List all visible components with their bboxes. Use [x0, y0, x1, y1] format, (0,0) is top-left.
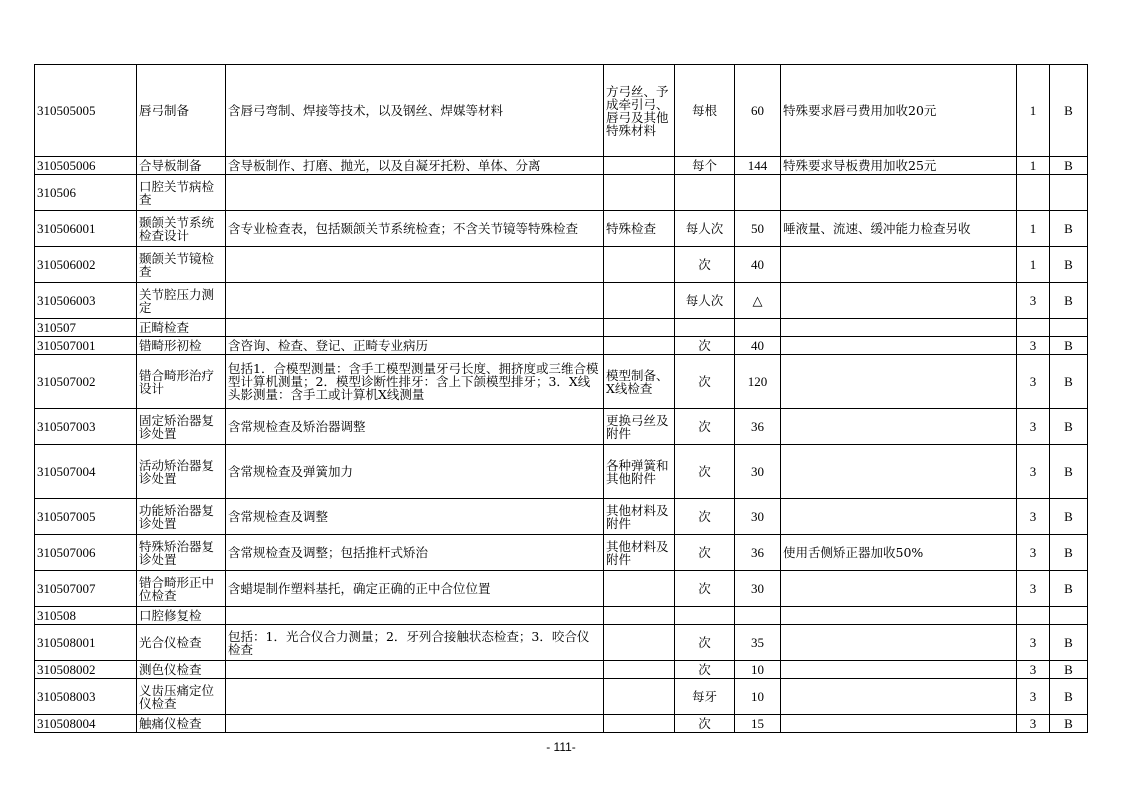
excluded-items-cell — [604, 319, 675, 337]
class-cell: B — [1050, 283, 1088, 319]
price-table-sheet — [34, 64, 1087, 733]
item-content-cell — [226, 247, 604, 283]
table-row — [35, 679, 1088, 715]
item-name-cell: 固定矫治器复诊处置 — [137, 409, 226, 445]
price-cell: 144 — [735, 157, 781, 175]
note-cell — [781, 409, 1017, 445]
class-cell: B — [1050, 247, 1088, 283]
excluded-items-cell — [604, 607, 675, 625]
item-code-cell: 310507002 — [35, 355, 137, 409]
item-code-cell: 310506002 — [35, 247, 137, 283]
item-content-cell: 含常规检查及调整；包括推杆式矫治 — [226, 535, 604, 571]
item-code-cell: 310508001 — [35, 625, 137, 661]
item-name-cell: 颞颌关节系统检查设计 — [137, 211, 226, 247]
item-name-cell: 特殊矫治器复诊处置 — [137, 535, 226, 571]
class-cell: B — [1050, 499, 1088, 535]
unit-cell: 次 — [675, 247, 735, 283]
excluded-items-cell: 模型制备、X线检查 — [604, 355, 675, 409]
item-content-cell — [226, 283, 604, 319]
excluded-items-cell: 方弓丝、予成牵引弓、唇弓及其他特殊材料 — [604, 65, 675, 157]
coefficient-cell: 1 — [1017, 157, 1050, 175]
note-cell — [781, 679, 1017, 715]
table-row — [35, 65, 1088, 157]
class-cell — [1050, 607, 1088, 625]
coefficient-cell — [1017, 175, 1050, 211]
item-content-cell — [226, 175, 604, 211]
table-row — [35, 625, 1088, 661]
class-cell: B — [1050, 445, 1088, 499]
note-cell — [781, 355, 1017, 409]
unit-cell: 次 — [675, 571, 735, 607]
excluded-items-cell — [604, 715, 675, 733]
excluded-items-cell: 更换弓丝及附件 — [604, 409, 675, 445]
item-code-cell: 310507003 — [35, 409, 137, 445]
item-code-cell: 310506003 — [35, 283, 137, 319]
price-cell: 40 — [735, 247, 781, 283]
unit-cell: 每个 — [675, 157, 735, 175]
note-cell — [781, 499, 1017, 535]
item-name-cell: 口腔关节病检查 — [137, 175, 226, 211]
item-content-cell — [226, 679, 604, 715]
excluded-items-cell: 特殊检查 — [604, 211, 675, 247]
coefficient-cell: 3 — [1017, 283, 1050, 319]
price-cell: 50 — [735, 211, 781, 247]
item-code-cell: 310508002 — [35, 661, 137, 679]
unit-cell: 次 — [675, 355, 735, 409]
item-name-cell: 唇弓制备 — [137, 65, 226, 157]
item-content-cell: 含常规检查及矫治器调整 — [226, 409, 604, 445]
price-cell: 35 — [735, 625, 781, 661]
item-name-cell: 功能矫治器复诊处置 — [137, 499, 226, 535]
unit-cell — [675, 319, 735, 337]
excluded-items-cell: 其他材料及附件 — [604, 535, 675, 571]
coefficient-cell: 3 — [1017, 355, 1050, 409]
note-cell — [781, 283, 1017, 319]
price-cell: 36 — [735, 409, 781, 445]
item-name-cell: 光合仪检查 — [137, 625, 226, 661]
class-cell: B — [1050, 211, 1088, 247]
coefficient-cell: 3 — [1017, 499, 1050, 535]
unit-cell: 次 — [675, 661, 735, 679]
price-cell: 10 — [735, 661, 781, 679]
unit-cell — [675, 175, 735, 211]
price-cell: 40 — [735, 337, 781, 355]
unit-cell: 每根 — [675, 65, 735, 157]
item-content-cell: 含蜡堤制作塑料基托，确定正确的正中合位位置 — [226, 571, 604, 607]
item-code-cell: 310506 — [35, 175, 137, 211]
price-cell: 120 — [735, 355, 781, 409]
coefficient-cell: 3 — [1017, 409, 1050, 445]
coefficient-cell: 1 — [1017, 247, 1050, 283]
table-row — [35, 283, 1088, 319]
coefficient-cell: 3 — [1017, 337, 1050, 355]
excluded-items-cell — [604, 175, 675, 211]
coefficient-cell: 1 — [1017, 65, 1050, 157]
item-content-cell — [226, 661, 604, 679]
excluded-items-cell — [604, 661, 675, 679]
item-code-cell: 310507001 — [35, 337, 137, 355]
item-content-cell: 含唇弓弯制、焊接等技术，以及钢丝、焊媒等材料 — [226, 65, 604, 157]
unit-cell: 次 — [675, 409, 735, 445]
price-cell: 60 — [735, 65, 781, 157]
class-cell: B — [1050, 571, 1088, 607]
table-row — [35, 175, 1088, 211]
excluded-items-cell — [604, 247, 675, 283]
unit-cell: 次 — [675, 337, 735, 355]
item-name-cell: 错合畸形治疗设计 — [137, 355, 226, 409]
excluded-items-cell — [604, 337, 675, 355]
class-cell: B — [1050, 679, 1088, 715]
excluded-items-cell — [604, 571, 675, 607]
table-row — [35, 715, 1088, 733]
table-row — [35, 247, 1088, 283]
item-content-cell: 包括1．合模型测量：含手工模型测量牙弓长度、拥挤度或三维合模型计算机测量；2．模型诊断性排牙：含上下颌模型排牙；3．X线头影测量：含手工或计算机X线测量 — [226, 355, 604, 409]
item-name-cell: 合导板制备 — [137, 157, 226, 175]
unit-cell: 每牙 — [675, 679, 735, 715]
unit-cell: 次 — [675, 445, 735, 499]
unit-cell: 次 — [675, 499, 735, 535]
note-cell — [781, 625, 1017, 661]
price-cell — [735, 607, 781, 625]
note-cell — [781, 661, 1017, 679]
item-name-cell: 触痛仪检查 — [137, 715, 226, 733]
class-cell: B — [1050, 355, 1088, 409]
item-name-cell: 错合畸形正中位检查 — [137, 571, 226, 607]
coefficient-cell: 3 — [1017, 571, 1050, 607]
item-content-cell — [226, 607, 604, 625]
class-cell — [1050, 175, 1088, 211]
item-code-cell: 310507007 — [35, 571, 137, 607]
item-content-cell — [226, 715, 604, 733]
item-code-cell: 310507005 — [35, 499, 137, 535]
medical-service-price-table — [34, 64, 1088, 733]
item-name-cell: 活动矫治器复诊处置 — [137, 445, 226, 499]
note-cell — [781, 337, 1017, 355]
price-cell: 30 — [735, 445, 781, 499]
price-cell: △ — [735, 283, 781, 319]
price-cell: 30 — [735, 499, 781, 535]
price-cell — [735, 319, 781, 337]
table-row — [35, 409, 1088, 445]
item-code-cell: 310506001 — [35, 211, 137, 247]
unit-cell: 次 — [675, 625, 735, 661]
coefficient-cell: 3 — [1017, 679, 1050, 715]
table-row — [35, 661, 1088, 679]
table-row — [35, 211, 1088, 247]
coefficient-cell: 3 — [1017, 715, 1050, 733]
class-cell: B — [1050, 409, 1088, 445]
excluded-items-cell — [604, 283, 675, 319]
class-cell: B — [1050, 535, 1088, 571]
class-cell: B — [1050, 625, 1088, 661]
price-cell: 36 — [735, 535, 781, 571]
item-content-cell: 含常规检查及调整 — [226, 499, 604, 535]
item-name-cell: 义齿压痛定位仪检查 — [137, 679, 226, 715]
note-cell — [781, 607, 1017, 625]
coefficient-cell: 3 — [1017, 445, 1050, 499]
note-cell — [781, 445, 1017, 499]
excluded-items-cell — [604, 625, 675, 661]
excluded-items-cell — [604, 157, 675, 175]
item-name-cell: 口腔修复检 — [137, 607, 226, 625]
item-code-cell: 310507006 — [35, 535, 137, 571]
excluded-items-cell: 其他材料及附件 — [604, 499, 675, 535]
item-code-cell: 310505006 — [35, 157, 137, 175]
note-cell — [781, 319, 1017, 337]
note-cell — [781, 715, 1017, 733]
table-row — [35, 355, 1088, 409]
unit-cell: 次 — [675, 715, 735, 733]
coefficient-cell: 3 — [1017, 661, 1050, 679]
price-cell: 30 — [735, 571, 781, 607]
note-cell — [781, 571, 1017, 607]
table-row — [35, 157, 1088, 175]
note-cell: 唾液量、流速、缓冲能力检查另收 — [781, 211, 1017, 247]
coefficient-cell — [1017, 607, 1050, 625]
item-content-cell — [226, 319, 604, 337]
class-cell: B — [1050, 661, 1088, 679]
class-cell — [1050, 319, 1088, 337]
table-row — [35, 571, 1088, 607]
coefficient-cell — [1017, 319, 1050, 337]
unit-cell: 次 — [675, 535, 735, 571]
class-cell: B — [1050, 337, 1088, 355]
item-name-cell: 正畸检查 — [137, 319, 226, 337]
item-code-cell: 310507004 — [35, 445, 137, 499]
item-name-cell: 测色仪检查 — [137, 661, 226, 679]
item-name-cell: 错畸形初检 — [137, 337, 226, 355]
item-code-cell: 310507 — [35, 319, 137, 337]
table-row — [35, 337, 1088, 355]
table-row — [35, 319, 1088, 337]
item-code-cell: 310508004 — [35, 715, 137, 733]
price-cell: 10 — [735, 679, 781, 715]
item-name-cell: 关节腔压力测定 — [137, 283, 226, 319]
unit-cell: 每人次 — [675, 211, 735, 247]
price-cell: 15 — [735, 715, 781, 733]
note-cell — [781, 175, 1017, 211]
item-code-cell: 310505005 — [35, 65, 137, 157]
item-content-cell: 包括：1．光合仪合力测量；2．牙列合接触状态检查；3．咬合仪检查 — [226, 625, 604, 661]
table-row — [35, 607, 1088, 625]
item-content-cell: 含导板制作、打磨、抛光，以及自凝牙托粉、单体、分离 — [226, 157, 604, 175]
note-cell — [781, 247, 1017, 283]
item-name-cell: 颞颌关节镜检查 — [137, 247, 226, 283]
item-content-cell: 含专业检查表，包括颞颌关节系统检查；不含关节镜等特殊检查 — [226, 211, 604, 247]
table-row — [35, 499, 1088, 535]
excluded-items-cell — [604, 679, 675, 715]
class-cell: B — [1050, 65, 1088, 157]
note-cell: 使用舌侧矫正器加收50% — [781, 535, 1017, 571]
item-content-cell: 含咨询、检查、登记、正畸专业病历 — [226, 337, 604, 355]
page-number: - 111- — [546, 740, 576, 754]
unit-cell: 每人次 — [675, 283, 735, 319]
item-code-cell: 310508003 — [35, 679, 137, 715]
item-content-cell: 含常规检查及弹簧加力 — [226, 445, 604, 499]
coefficient-cell: 3 — [1017, 535, 1050, 571]
class-cell: B — [1050, 715, 1088, 733]
coefficient-cell: 3 — [1017, 625, 1050, 661]
item-code-cell: 310508 — [35, 607, 137, 625]
excluded-items-cell: 各种弹簧和其他附件 — [604, 445, 675, 499]
coefficient-cell: 1 — [1017, 211, 1050, 247]
table-row — [35, 445, 1088, 499]
price-cell — [735, 175, 781, 211]
note-cell: 特殊要求唇弓费用加收20元 — [781, 65, 1017, 157]
class-cell: B — [1050, 157, 1088, 175]
unit-cell — [675, 607, 735, 625]
table-row — [35, 535, 1088, 571]
note-cell: 特殊要求导板费用加收25元 — [781, 157, 1017, 175]
